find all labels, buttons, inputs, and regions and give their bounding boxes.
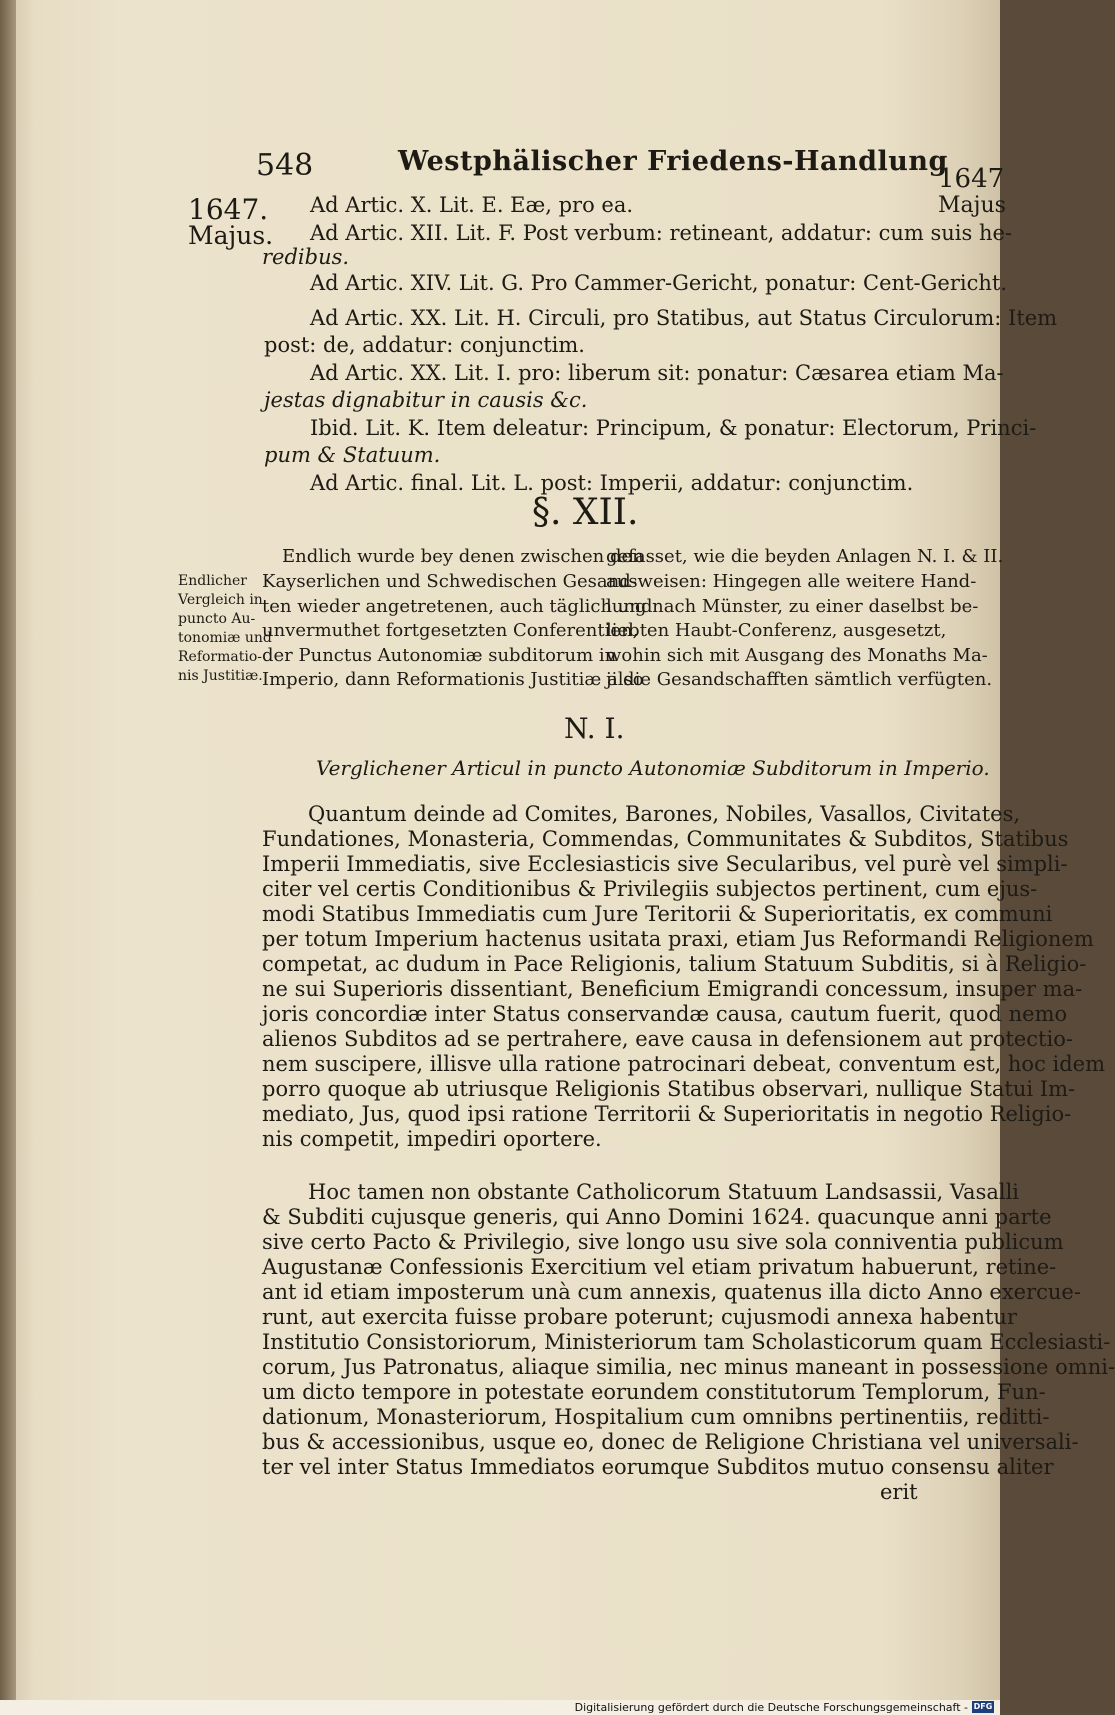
- column-right-line: ausweisen: Hingegen alle weitere Hand-: [606, 571, 977, 592]
- column-right-line: lung nach Münster, zu einer daselbst be-: [606, 596, 979, 617]
- correction-line: post: de, addatur: conjunctim.: [264, 333, 585, 357]
- paragraph-line: ter vel inter Status Immediatos eorumque Subditos mutuo consensu aliter: [262, 1455, 1054, 1479]
- correction-line: Ibid. Lit. K. Item deleatur: Principum, & ponatur: Electorum, Princi-: [310, 416, 1037, 440]
- column-left-line: Imperio, dann Reformationis Justitiæ also: [262, 669, 644, 690]
- paragraph-line: sive certo Pacto & Privilegio, sive longo usu sive sola conniventia publicum: [262, 1230, 1064, 1254]
- sidenote-line: nis Justitiæ.: [178, 668, 263, 684]
- correction-line: Ad Artic. final. Lit. L. post: Imperii, addatur: conjunctim.: [310, 471, 914, 495]
- paragraph-line: dationum, Monasteriorum, Hospitalium cum omnibns pertinentiis, reditti-: [262, 1405, 1050, 1429]
- column-right-line: liebten Haubt-Conferenz, ausgesetzt,: [606, 620, 947, 641]
- correction-line: pum & Statuum.: [264, 443, 441, 467]
- correction-line: Ad Artic. XIV. Lit. G. Pro Cammer-Gericht, ponatur: Cent-Gericht.: [310, 271, 1007, 295]
- correction-line: redibus.: [262, 245, 350, 269]
- paragraph-line: joris concordiæ inter Status conservandæ causa, cautum fuerit, quod nemo: [262, 1002, 1068, 1026]
- annex-title: Verglichener Articul in puncto Autonomiæ Subditorum in Imperio.: [316, 756, 990, 780]
- paragraph-line: per totum Imperium hactenus usitata praxi, etiam Jus Reformandi Religionem: [262, 927, 1094, 951]
- column-right-line: wohin sich mit Ausgang des Monaths Ma-: [606, 645, 988, 666]
- book-spine: [0, 0, 16, 1715]
- paragraph-line: competat, ac dudum in Pace Religionis, talium Statuum Subditis, si à Religio-: [262, 952, 1087, 976]
- section-heading: §. XII.: [532, 492, 639, 533]
- paragraph-line: alienos Subditos ad se pertrahere, eave causa in defensionem aut protectio-: [262, 1027, 1073, 1051]
- paragraph-line: mediato, Jus, quod ipsi ratione Territorii & Superioritatis in negotio Religio-: [262, 1102, 1072, 1126]
- dfg-logo-icon: DFG: [973, 1702, 993, 1711]
- margin-year-left: 1647.: [188, 193, 269, 226]
- correction-line: Ad Artic. XII. Lit. F. Post verbum: retineant, addatur: cum suis he-: [310, 221, 1013, 245]
- paragraph-line: ne sui Superioris dissentiant, Beneficium Emigrandi concessum, insuper ma-: [262, 977, 1083, 1001]
- column-left-line: ten wieder angetretenen, auch täglich und: [262, 596, 653, 617]
- column-right-line: ji die Gesandschafften sämtlich verfügten.: [606, 669, 993, 690]
- paragraph-line: Augustanæ Confessionis Exercitium vel etiam privatum habuerunt, retine-: [262, 1255, 1057, 1279]
- catchword: erit: [880, 1480, 918, 1504]
- paragraph-line: modi Statibus Immediatis cum Jure Teritorii & Superioritatis, ex communi: [262, 902, 1053, 926]
- column-left-line: Endlich wurde bey denen zwischen den: [282, 546, 644, 567]
- paragraph-line: & Subditi cujusque generis, qui Anno Domini 1624. quacunque anni parte: [262, 1205, 1052, 1229]
- paragraph-line: runt, aut exercita fuisse probare poterunt; cujusmodi annexa habentur: [262, 1305, 1017, 1329]
- column-left-line: Kayserlichen und Schwedischen Gesand-: [262, 571, 637, 592]
- sidenote-line: Vergleich in: [178, 592, 263, 608]
- correction-line: Ad Artic. X. Lit. E. Eæ, pro ea.: [310, 193, 634, 217]
- paragraph-line: Imperii Immediatis, sive Ecclesiasticis sive Secularibus, vel purè vel simpli-: [262, 852, 1068, 876]
- column-right-line: gefasset, wie die beyden Anlagen N. I. & II.: [606, 546, 1004, 567]
- sidenote-line: Endlicher: [178, 573, 247, 589]
- paragraph-line: ant id etiam imposterum unà cum annexis, quatenus illa dicto Anno exercue-: [262, 1280, 1081, 1304]
- paragraph-line: bus & accessionibus, usque eo, donec de Religione Christiana vel universali-: [262, 1430, 1079, 1454]
- footer-bar: [0, 1700, 1000, 1715]
- funding-note: Digitalisierung gefördert durch die Deutsche Forschungsgemeinschaft -: [574, 1701, 968, 1714]
- margin-year-right: 1647: [938, 164, 1005, 194]
- column-left-line: unvermuthet fortgesetzten Conferentien,: [262, 620, 639, 641]
- page-number: 548: [256, 148, 314, 183]
- running-title: Westphälischer Friedens-Handlung: [398, 146, 948, 177]
- paragraph-line: um dicto tempore in potestate eorundem constitutorum Templorum, Fun-: [262, 1380, 1046, 1404]
- sidenote-line: Reformatio-: [178, 649, 263, 665]
- margin-month-right: Majus: [938, 193, 1006, 218]
- paragraph-line: Institutio Consistoriorum, Ministeriorum tam Scholasticorum quam Ecclesiasti-: [262, 1330, 1111, 1354]
- paragraph-line: nem suscipere, illisve ulla ratione patrocinari debeat, conventum est, hoc idem: [262, 1052, 1106, 1076]
- sidenote-line: tonomiæ und: [178, 630, 272, 646]
- paragraph-line: nis competit, impediri oportere.: [262, 1127, 602, 1151]
- margin-month-left: Majus.: [188, 221, 274, 250]
- annex-number: N. I.: [564, 712, 625, 745]
- paragraph-line: citer vel certis Conditionibus & Privilegiis subjectos pertinent, cum ejus-: [262, 877, 1038, 901]
- paragraph-line: Quantum deinde ad Comites, Barones, Nobiles, Vasallos, Civitates,: [308, 802, 1021, 826]
- column-left-line: der Punctus Autonomiæ subditorum in: [262, 645, 617, 666]
- paragraph-line: porro quoque ab utriusque Religionis Statibus observari, nullique Statui Im-: [262, 1077, 1076, 1101]
- sidenote-line: puncto Au-: [178, 611, 256, 627]
- correction-line: Ad Artic. XX. Lit. I. pro: liberum sit: ponatur: Cæsarea etiam Ma-: [310, 361, 1004, 385]
- correction-line: Ad Artic. XX. Lit. H. Circuli, pro Statibus, aut Status Circulorum: Item: [310, 306, 1058, 330]
- paragraph-line: Hoc tamen non obstante Catholicorum Statuum Landsassii, Vasalli: [308, 1180, 1020, 1204]
- paragraph-line: Fundationes, Monasteria, Commendas, Communitates & Subditos, Statibus: [262, 827, 1069, 851]
- paragraph-line: corum, Jus Patronatus, aliaque similia, nec minus maneant in possessione omni-: [262, 1355, 1115, 1379]
- correction-line: jestas dignabitur in causis &c.: [264, 388, 588, 412]
